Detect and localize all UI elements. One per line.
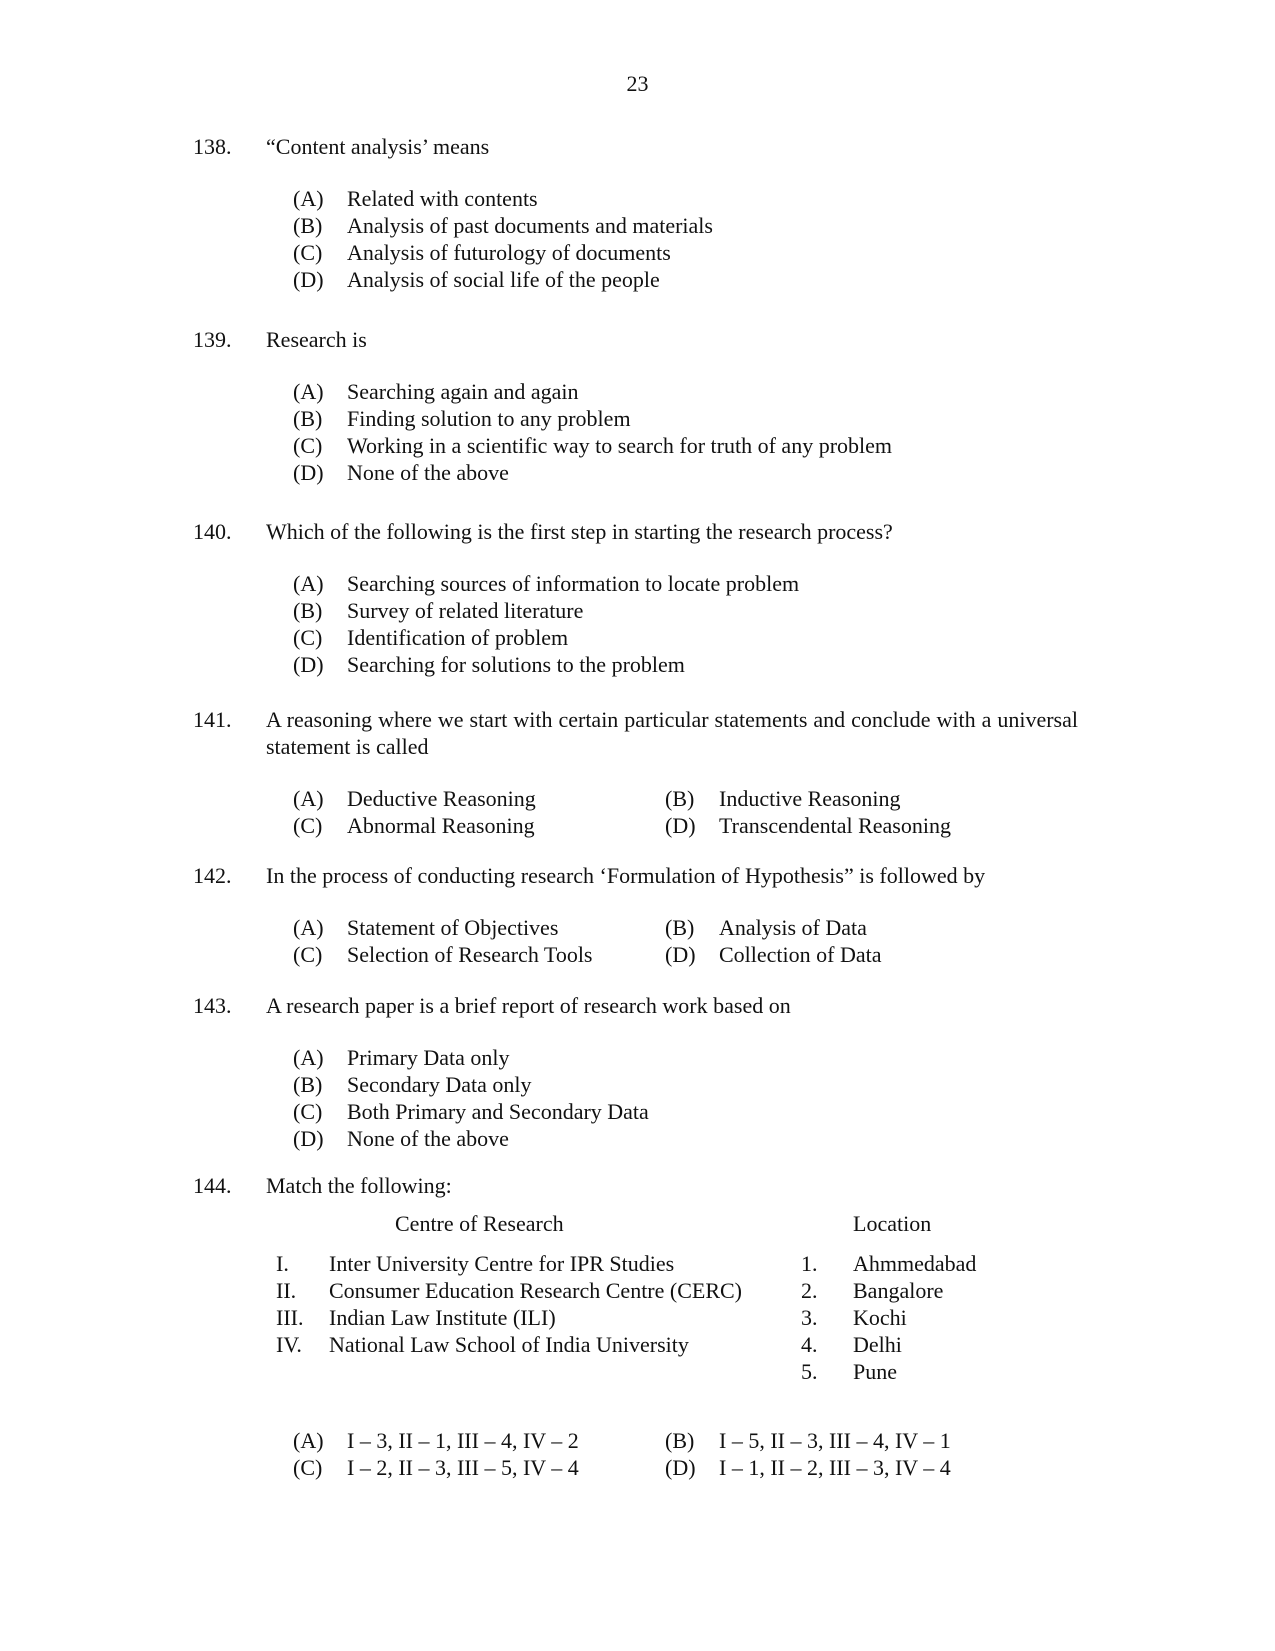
option-label: (D): [293, 460, 324, 485]
option-label-c[interactable]: (C): [293, 1455, 323, 1480]
match-row: [276, 1358, 996, 1385]
option-c[interactable]: [293, 239, 1083, 266]
option-row: [293, 812, 1083, 839]
match-row: [276, 1250, 996, 1277]
option-d[interactable]: [293, 266, 1083, 293]
option-a[interactable]: [293, 378, 1083, 405]
option-label: (B): [293, 1072, 323, 1097]
option-row: [293, 941, 1083, 968]
match-roman: IV.: [276, 1332, 302, 1357]
option-text-a[interactable]: Deductive Reasoning: [347, 786, 536, 811]
match-number: 4.: [801, 1332, 818, 1357]
option-label-b[interactable]: (B): [665, 1428, 695, 1453]
option-text: Both Primary and Secondary Data: [347, 1099, 649, 1124]
option-label-d[interactable]: (D): [665, 942, 696, 967]
option-text: Survey of related literature: [347, 598, 584, 623]
match-right-header: Location: [853, 1211, 932, 1236]
question-number: 139.: [193, 327, 232, 352]
option-a[interactable]: [293, 570, 1083, 597]
option-label: (B): [293, 213, 323, 238]
option-text-d[interactable]: Collection of Data: [719, 942, 882, 967]
option-text: Primary Data only: [347, 1045, 510, 1070]
question-number: 138.: [193, 134, 232, 159]
question-text: Which of the following is the first step in starting the research process?: [266, 519, 893, 544]
match-left-header: Centre of Research: [395, 1211, 564, 1236]
option-text-b[interactable]: Inductive Reasoning: [719, 786, 901, 811]
option-row: [293, 785, 1083, 812]
option-text-a[interactable]: Statement of Objectives: [347, 915, 559, 940]
option-label-a[interactable]: (A): [293, 1428, 324, 1453]
option-text: None of the above: [347, 460, 509, 485]
option-label-d[interactable]: (D): [665, 1455, 696, 1480]
match-number: 5.: [801, 1359, 818, 1384]
question-number: 143.: [193, 993, 232, 1018]
option-text-c[interactable]: I – 2, II – 3, III – 5, IV – 4: [347, 1455, 579, 1480]
option-label: (B): [293, 406, 323, 431]
option-label-a[interactable]: (A): [293, 786, 324, 811]
option-text: Analysis of social life of the people: [347, 267, 660, 292]
option-label-a[interactable]: (A): [293, 915, 324, 940]
question-text: A reasoning where we start with certain particular statements and conclude with a universal statement is called: [266, 707, 1078, 759]
match-location: Kochi: [853, 1305, 907, 1330]
option-label-c[interactable]: (C): [293, 813, 323, 838]
options-list: [293, 185, 1083, 293]
option-text: Searching for solutions to the problem: [347, 652, 685, 677]
match-roman: II.: [276, 1278, 297, 1303]
option-b[interactable]: [293, 405, 1083, 432]
option-text: None of the above: [347, 1126, 509, 1151]
option-text: Identification of problem: [347, 625, 569, 650]
option-text-d[interactable]: I – 1, II – 2, III – 3, IV – 4: [719, 1455, 951, 1480]
option-text: Searching again and again: [347, 379, 579, 404]
match-centre: Inter University Centre for IPR Studies: [329, 1251, 675, 1276]
match-centre: National Law School of India University: [329, 1332, 689, 1357]
question-text: A research paper is a brief report of research work based on: [266, 993, 791, 1018]
question-number: 144.: [193, 1173, 232, 1198]
match-roman: I.: [276, 1251, 289, 1276]
options-list: [293, 785, 1083, 839]
option-label: (A): [293, 1045, 324, 1070]
option-text-a[interactable]: I – 3, II – 1, III – 4, IV – 2: [347, 1428, 579, 1453]
options-list: [293, 1427, 1083, 1481]
options-list: [293, 378, 1083, 486]
option-text: Working in a scientific way to search for truth of any problem: [347, 433, 893, 458]
option-label-d[interactable]: (D): [665, 813, 696, 838]
options-list: [293, 1044, 1083, 1152]
option-d[interactable]: [293, 1125, 1083, 1152]
option-label: (C): [293, 1099, 323, 1124]
options-list: [293, 914, 1083, 968]
match-row: [276, 1304, 996, 1331]
match-number: 3.: [801, 1305, 818, 1330]
option-label: (D): [293, 1126, 324, 1151]
page-number: 23: [626, 71, 649, 96]
option-text: Related with contents: [347, 186, 538, 211]
question-text: Match the following:: [266, 1173, 452, 1198]
option-label: (B): [293, 598, 323, 623]
option-label-c[interactable]: (C): [293, 942, 323, 967]
match-roman: III.: [276, 1305, 304, 1330]
option-row: [293, 914, 1083, 941]
match-centre: Consumer Education Research Centre (CERC): [329, 1278, 743, 1303]
option-label: (A): [293, 186, 324, 211]
match-centre: Indian Law Institute (ILI): [329, 1305, 556, 1330]
option-label: (A): [293, 379, 324, 404]
match-number: 1.: [801, 1251, 818, 1276]
option-b[interactable]: [293, 1071, 1083, 1098]
option-text-c[interactable]: Abnormal Reasoning: [347, 813, 535, 838]
option-label-b[interactable]: (B): [665, 915, 695, 940]
option-row: [293, 1427, 1083, 1454]
match-row: [276, 1277, 996, 1304]
option-label-b[interactable]: (B): [665, 786, 695, 811]
option-a[interactable]: [293, 185, 1083, 212]
option-text: Secondary Data only: [347, 1072, 532, 1097]
question-number: 141.: [193, 707, 232, 732]
question-number: 140.: [193, 519, 232, 544]
option-text: Searching sources of information to locate problem: [347, 571, 800, 596]
option-label: (C): [293, 625, 323, 650]
option-b[interactable]: [293, 212, 1083, 239]
option-text-d[interactable]: Transcendental Reasoning: [719, 813, 951, 838]
option-d[interactable]: [293, 459, 1083, 486]
option-c[interactable]: [293, 432, 1083, 459]
match-location: Bangalore: [853, 1278, 944, 1303]
option-text: Analysis of futurology of documents: [347, 240, 671, 265]
question-text: “Content analysis’ means: [266, 134, 490, 159]
question-number: 142.: [193, 863, 232, 888]
match-location: Delhi: [853, 1332, 902, 1357]
option-text: Finding solution to any problem: [347, 406, 631, 431]
option-label: (D): [293, 652, 324, 677]
question-text: Research is: [266, 327, 367, 352]
option-a[interactable]: [293, 1044, 1083, 1071]
option-text-b[interactable]: Analysis of Data: [719, 915, 867, 940]
match-row: [276, 1331, 996, 1358]
option-label: (C): [293, 433, 323, 458]
option-d[interactable]: [293, 651, 1083, 678]
match-table: [276, 1250, 996, 1385]
option-text: Analysis of past documents and materials: [347, 213, 713, 238]
match-number: 2.: [801, 1278, 818, 1303]
option-c[interactable]: [293, 1098, 1083, 1125]
options-list: [293, 570, 1083, 678]
option-label: (C): [293, 240, 323, 265]
match-location: Ahmmedabad: [853, 1251, 977, 1276]
option-row: [293, 1454, 1083, 1481]
option-text-c[interactable]: Selection of Research Tools: [347, 942, 593, 967]
option-c[interactable]: [293, 624, 1083, 651]
option-text-b[interactable]: I – 5, II – 3, III – 4, IV – 1: [719, 1428, 951, 1453]
match-location: Pune: [853, 1359, 897, 1384]
option-b[interactable]: [293, 597, 1083, 624]
question-text: In the process of conducting research ‘Formulation of Hypothesis” is followed by: [266, 863, 986, 888]
option-label: (A): [293, 571, 324, 596]
option-label: (D): [293, 267, 324, 292]
